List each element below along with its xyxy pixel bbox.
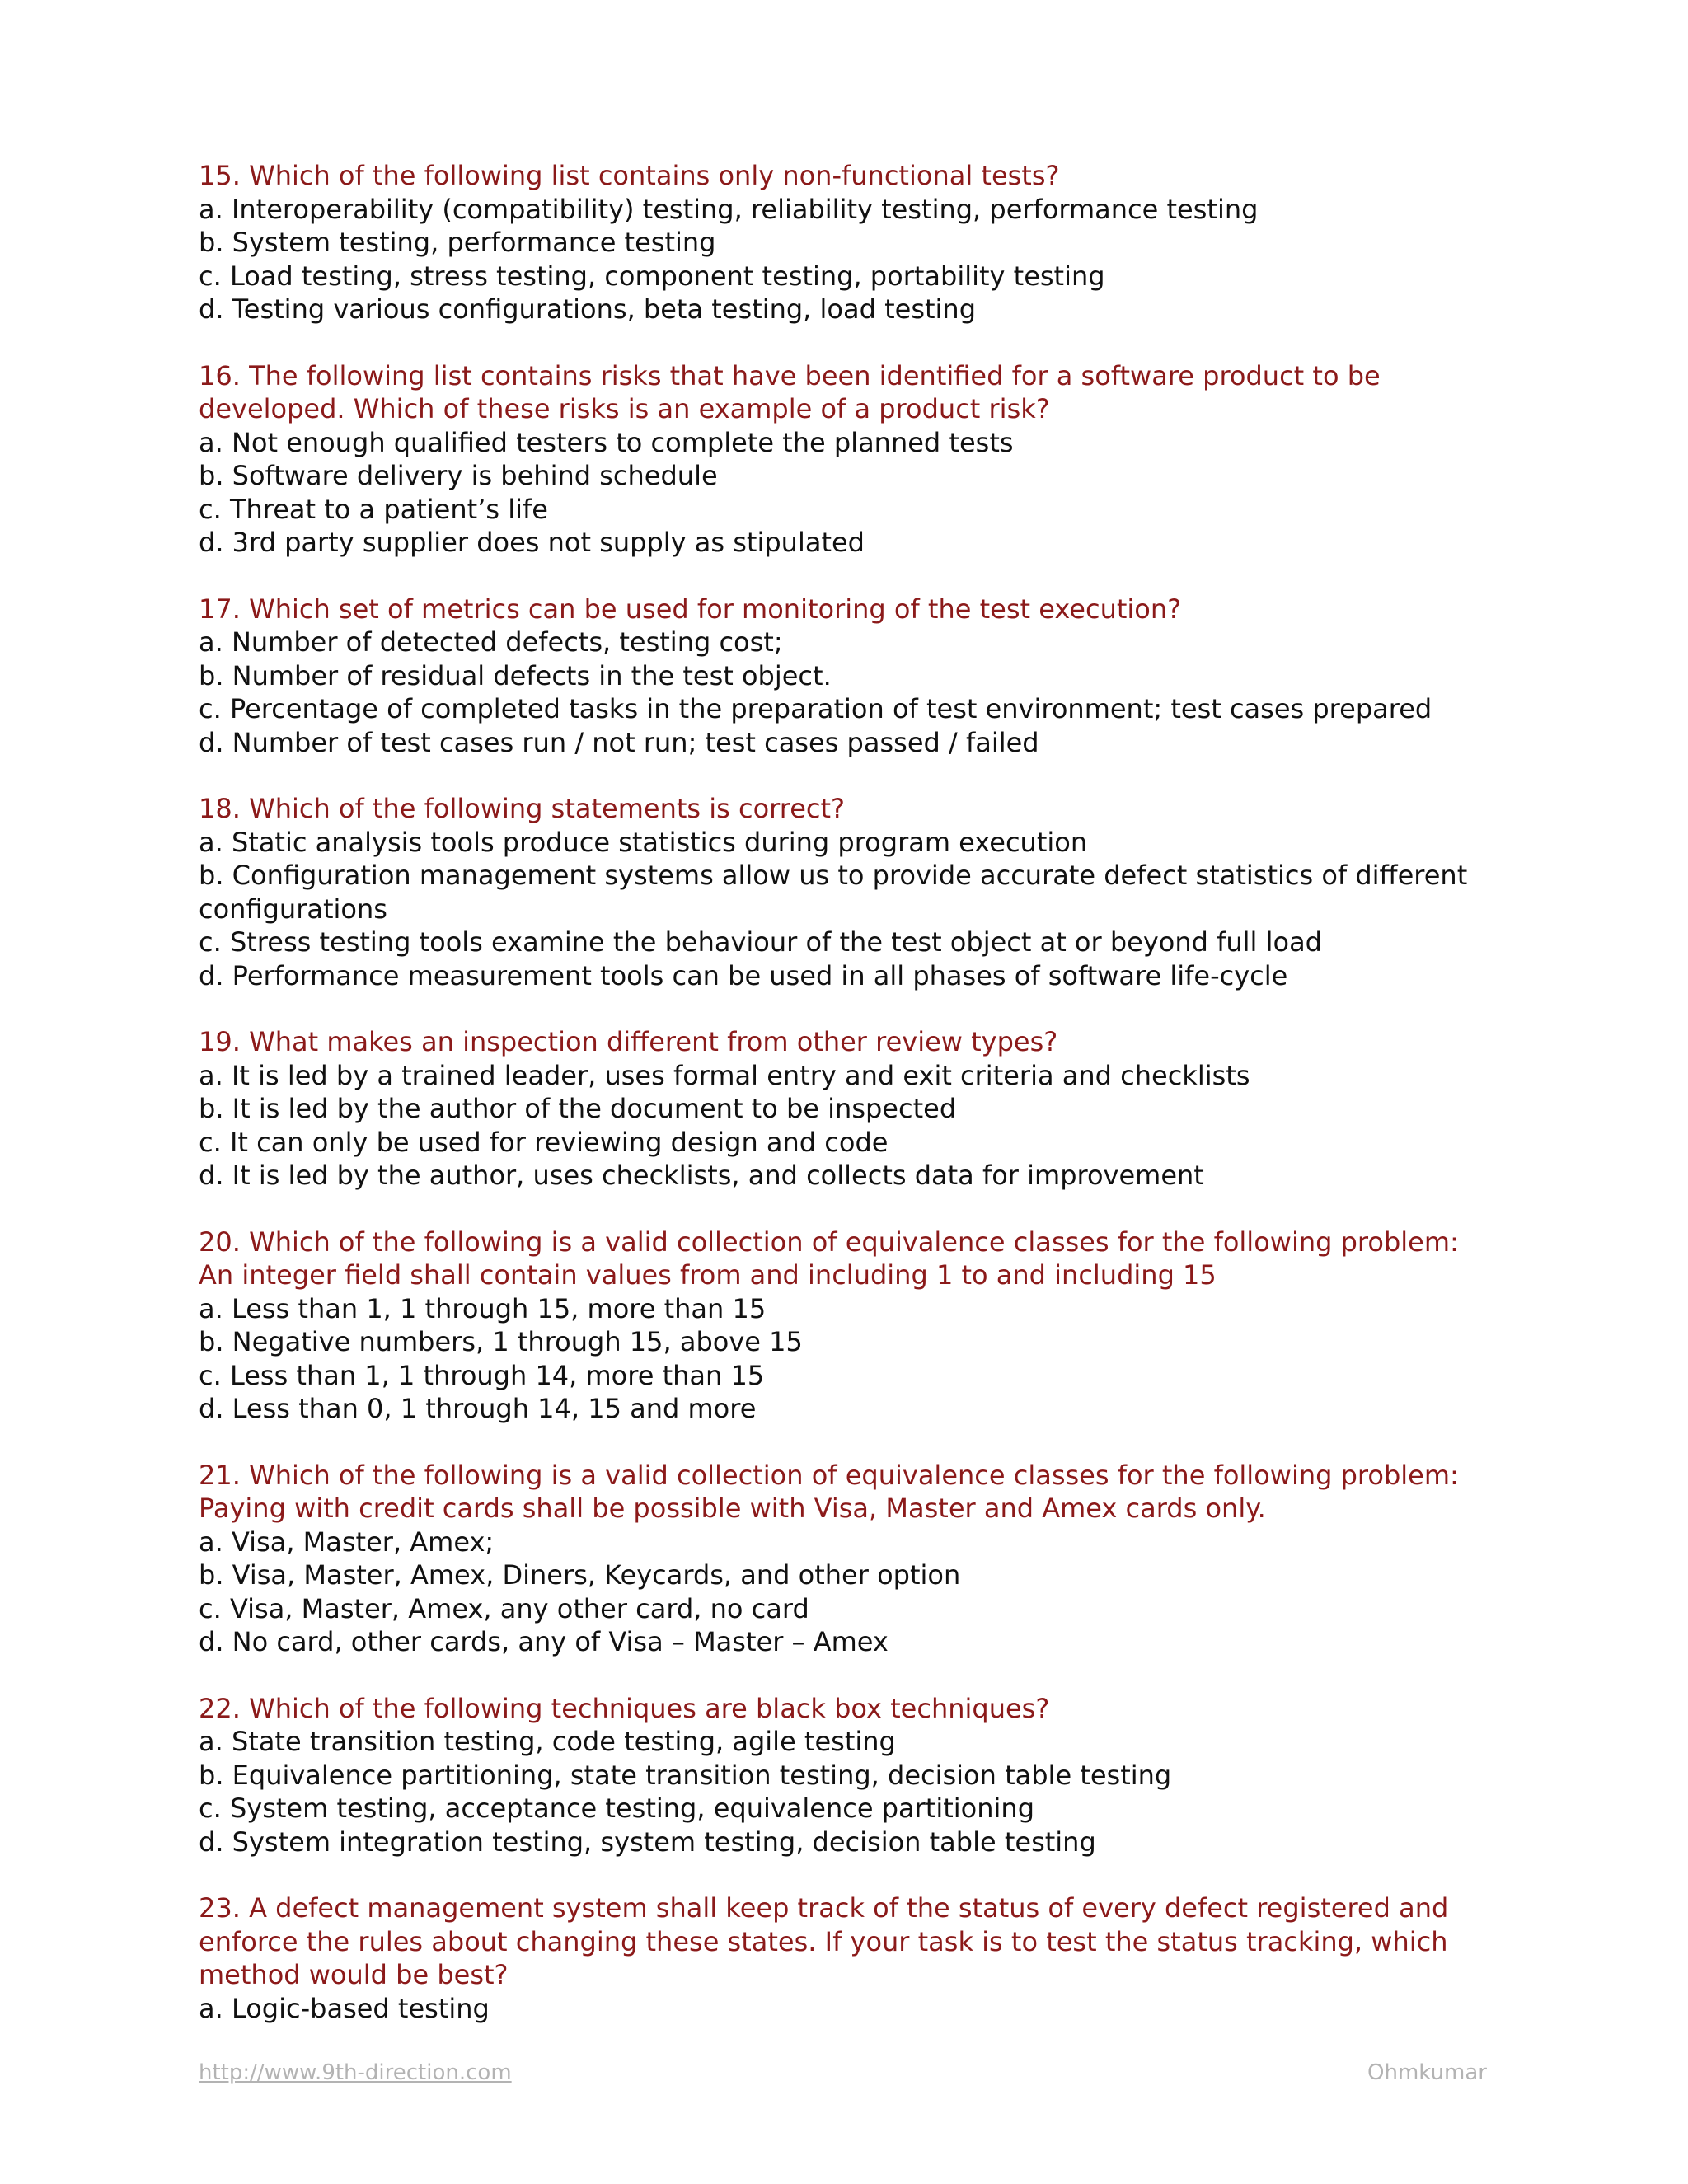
answer-options [199,426,1501,560]
question-text: 22. Which of the following techniques are black box techniques? [199,1692,1050,1724]
question-text: 15. Which of the following list contains only non-functional tests? [199,160,1060,191]
answer-option: c. System testing, acceptance testing, equivalence partitioning [199,1793,1035,1824]
answer-option: c. It can only be used for reviewing design and code [199,1126,889,1158]
answer-option: b. Number of residual defects in the test object. [199,659,832,691]
answer-options [199,1292,1501,1426]
answer-option: c. Visa, Master, Amex, any other card, no card [199,1592,809,1624]
answer-option: d. 3rd party supplier does not supply as stipulated [199,527,865,558]
answer-option: c. Percentage of completed tasks in the preparation of test environment; test cases prepared [199,693,1432,724]
question-text: 21. Which of the following is a valid collection of equivalence classes for the following problem: Paying with credit cards shall be possible with Visa, Master and Amex cards only. [199,1459,1459,1524]
question-block [199,1891,1501,2025]
answer-options [199,1526,1501,1659]
answer-option: d. System integration testing, system testing, decision table testing [199,1825,1096,1858]
answer-option: a. Visa, Master, Amex; [199,1526,495,1558]
answer-option: b. Configuration management systems allow us to provide accurate defect statistics of different configurations [199,860,1468,925]
question-block [199,159,1501,326]
question-block [199,593,1501,760]
answer-option: a. Logic-based testing [199,1992,490,2024]
answer-option: c. Less than 1, 1 through 14, more than 15 [199,1359,765,1391]
answer-option: a. It is led by a trained leader, uses formal entry and exit criteria and checklists [199,1059,1250,1091]
answer-option: b. Equivalence partitioning, state transition testing, decision table testing [199,1759,1172,1791]
question-block [199,1025,1501,1193]
answer-option: c. Load testing, stress testing, component testing, portability testing [199,260,1105,292]
question-list [199,159,1501,2058]
question-block [199,1692,1501,1859]
answer-options [199,193,1501,326]
answer-options [199,626,1501,759]
question-text: 16. The following list contains risks that have been identified for a software product to be developed. Which of these risks is an example of a product risk? [199,359,1381,424]
question-text: 23. A defect management system shall keep track of the status of every defect registered and enforce the rules about changing these states. If your task is to test the status tracking, which method would be best? [199,1892,1449,1990]
question-block [199,1226,1501,1426]
answer-option: d. Number of test cases run / not run; test cases passed / failed [199,726,1039,758]
question-block [199,1459,1501,1659]
answer-option: a. State transition testing, code testing, agile testing [199,1726,896,1757]
answer-option: b. It is led by the author of the document to be inspected [199,1093,957,1124]
answer-option: a. Interoperability (compatibility) testing, reliability testing, performance testing [199,193,1259,225]
answer-option: d. It is led by the author, uses checklists, and collects data for improvement [199,1160,1204,1191]
answer-options [199,826,1501,993]
answer-options [199,1992,1501,2026]
answer-option: a. Not enough qualified testers to complete the planned tests [199,426,1014,458]
answer-option: b. Visa, Master, Amex, Diners, Keycards, and other option [199,1559,961,1591]
footer-author: Ohmkumar [1367,2060,1487,2085]
answer-option: d. Performance measurement tools can be used in all phases of software life-cycle [199,959,1288,991]
answer-option: a. Number of detected defects, testing cost; [199,626,783,658]
question-text: 19. What makes an inspection different from other review types? [199,1026,1058,1057]
question-block [199,359,1501,560]
answer-options [199,1725,1501,1858]
answer-option: b. Negative numbers, 1 through 15, above 15 [199,1326,803,1357]
question-text: 17. Which set of metrics can be used for monitoring of the test execution? [199,593,1182,625]
answer-option: a. Static analysis tools produce statistics during program execution [199,826,1088,858]
question-text: 20. Which of the following is a valid collection of equivalence classes for the following problem: An integer field shall contain values from and including 1 to and including 15 [199,1226,1459,1291]
answer-options [199,1059,1501,1193]
answer-option: a. Less than 1, 1 through 15, more than 15 [199,1292,767,1324]
answer-option: c. Stress testing tools examine the behaviour of the test object at or beyond full load [199,926,1322,958]
question-text: 18. Which of the following statements is correct? [199,793,846,824]
answer-option: b. Software delivery is behind schedule [199,460,718,491]
answer-option: d. Less than 0, 1 through 14, 15 and more [199,1393,757,1424]
question-block [199,792,1501,992]
answer-option: d. No card, other cards, any of Visa – Master – Amex [199,1626,889,1657]
answer-option: d. Testing various configurations, beta testing, load testing [199,293,977,325]
answer-option: c. Threat to a patient’s life [199,493,548,525]
footer-website-link[interactable]: http://www.9th-direction.com [199,2060,512,2085]
answer-option: b. System testing, performance testing [199,227,716,258]
